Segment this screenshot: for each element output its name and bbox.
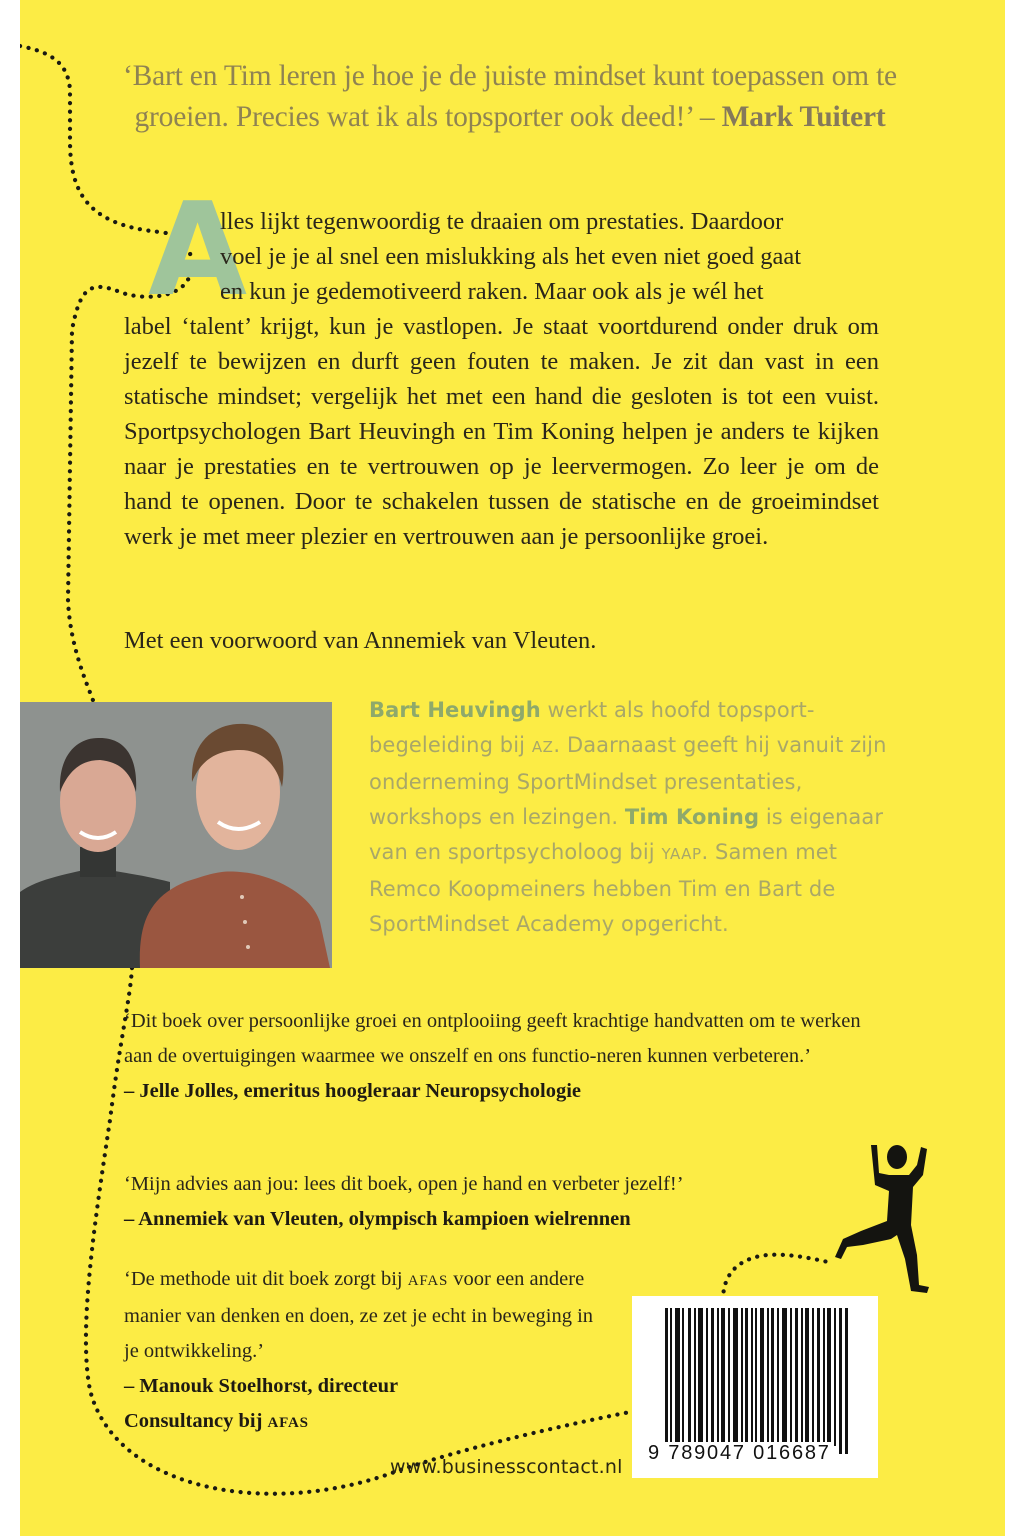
- org-afas: AFAS: [407, 1273, 449, 1289]
- blurb-line: en kun je gedemotiveerd raken. Maar ook als je wél het: [220, 278, 764, 305]
- quote-attribution: – Jelle Jolles, emeritus hoogleraar Neuropsychologie: [124, 1080, 582, 1102]
- bio-text: . Samen met Remco Koopmeiners hebben Tim en Bart de SportMindset Academy opgericht.: [369, 840, 838, 936]
- blurb-line: lles lijkt tegenwoordig te draaien om prestaties. Daardoor: [220, 208, 784, 235]
- foreword-note: Met een voorwoord van Annemiek van Vleuten.: [124, 627, 597, 654]
- isbn-barcode: [632, 1296, 878, 1478]
- drop-cap-letter: A: [148, 176, 248, 325]
- quote-text: [124, 1262, 604, 1369]
- attribution-text: Consultancy bij: [124, 1410, 268, 1432]
- featured-endorsement-quote: [120, 56, 900, 138]
- blurb-line: voel je je al snel een mislukking als het even niet goed gaat: [220, 243, 802, 270]
- org-az: AZ: [531, 738, 554, 756]
- org-yaap: YAAP: [661, 845, 702, 863]
- book-blurb: [124, 204, 879, 554]
- quote-attribution: – Annemiek van Vleuten, olympisch kampioen wielrennen: [124, 1208, 631, 1230]
- quote-text: ‘Dit boek over persoonlijke groei en ontplooiing geeft krachtige handvatten om te werken aan de overtuigingen waarmee we onszelf en ons functio-neren kunnen verbeteren.’: [124, 1010, 861, 1067]
- quote-text-part: voor een andere manier van denken en doen, ze zet je echt in beweging in je ontwikkeling.’: [124, 1268, 594, 1362]
- book-back-cover: [20, 0, 1005, 1536]
- author-name-tim: Tim Koning: [624, 805, 760, 829]
- endorsement-quote: [124, 1004, 894, 1109]
- isbn-number: 9 789047 016687: [648, 1442, 831, 1464]
- publisher-website: www.businesscontact.nl: [390, 1456, 623, 1478]
- featured-quote-author: Mark Tuitert: [721, 101, 886, 133]
- endorsement-quote: [124, 1262, 604, 1441]
- quote-attribution: – Manouk Stoelhorst, directeur: [124, 1375, 399, 1397]
- author-bio: [369, 693, 889, 942]
- quote-text-part: ‘De methode uit dit boek zorgt bij: [124, 1268, 408, 1290]
- quote-attribution: [124, 1404, 604, 1441]
- bio-text: is eigenaar van en sportpsycholoog bij: [369, 805, 884, 864]
- authors-portrait-illustration: [20, 702, 332, 968]
- featured-quote-text: ‘Bart en Tim leren je hoe je de juiste mindset kunt toepassen om te groeien. Precies wat ik als topsporter ook deed!’ –: [123, 60, 897, 133]
- bio-text: . Daarnaast geeft hij vanuit zijn onderneming SportMindset presentaties, workshops en lezingen.: [369, 733, 887, 829]
- blurb-body: label ‘talent’ krijgt, kun je vastlopen. Je staat voortdurend onder druk om jezelf te bewijzen en durft geen fouten te maken. Je zit dan vast in een statische mindset; vergelijk het met een hand die gesloten is tot een vuist. Sportpsychologen Bart Heuvingh en Tim Koning helpen je anders te kijken naar je prestaties en te vertrouwen op je leervermogen. Zo leer je om de hand te openen. Door te schakelen tussen de statische en de groeimindset werk je met meer plezier en vertrouwen aan je persoonlijke groei.: [124, 313, 879, 550]
- running-figure-icon: [833, 1135, 943, 1300]
- authors-photo: [20, 702, 332, 968]
- endorsement-quote: [124, 1167, 824, 1237]
- author-name-bart: Bart Heuvingh: [369, 698, 541, 722]
- quote-text: ‘Mijn advies aan jou: lees dit boek, open je hand en verbeter jezelf!’: [124, 1173, 684, 1195]
- org-afas: AFAS: [267, 1415, 309, 1431]
- bio-text: werkt als hoofd topsport-begeleiding bij: [369, 698, 815, 757]
- barcode-icon: [665, 1308, 850, 1454]
